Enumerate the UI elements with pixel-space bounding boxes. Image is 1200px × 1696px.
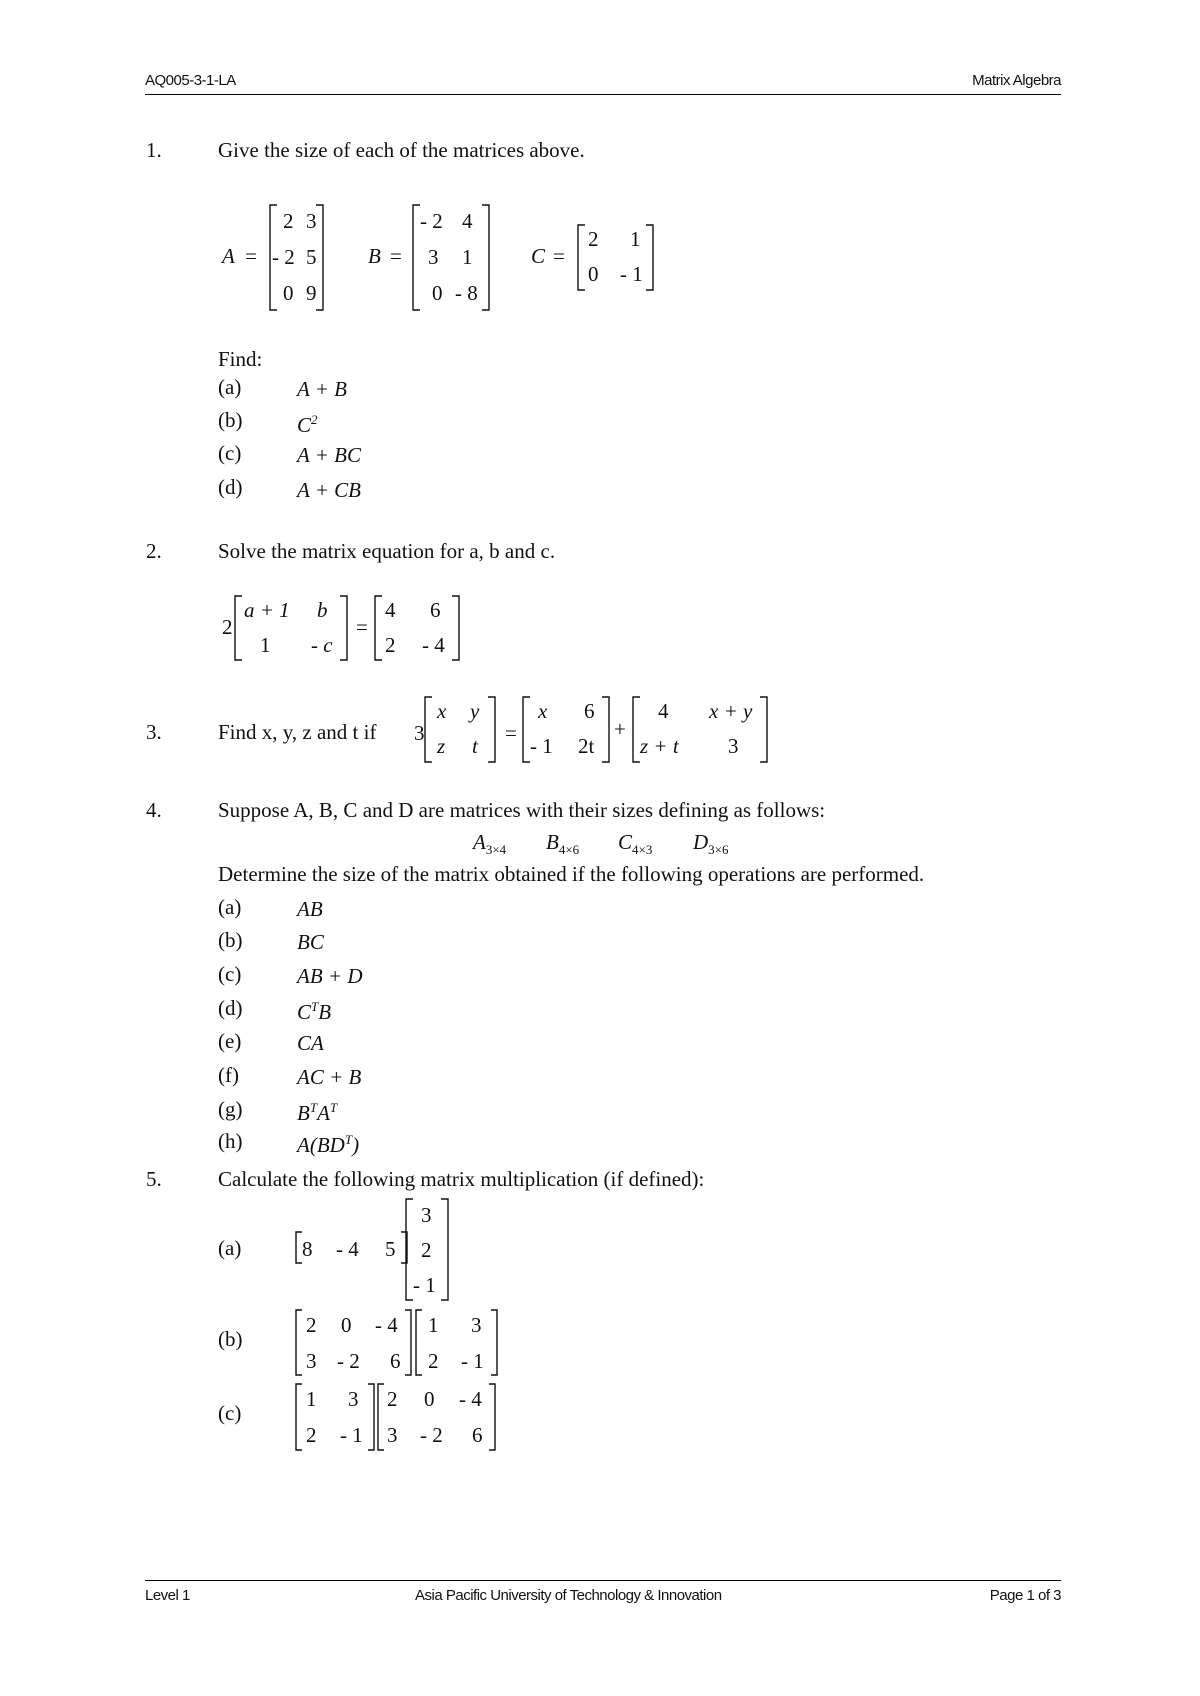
level-label: Level 1 (145, 1587, 190, 1604)
q5-part-label: (c) (218, 1401, 242, 1425)
q4-part-expr: CA (297, 1031, 324, 1055)
q4-part-label: (g) (218, 1097, 243, 1121)
q3-m3-cell: 4 (658, 699, 669, 723)
q5a-right-cell: 2 (421, 1238, 432, 1262)
q5-text: Calculate the following matrix multiplication (if defined): (218, 1167, 705, 1191)
q5a-left-cell: - 4 (336, 1237, 359, 1261)
q4-part-label: (c) (218, 962, 242, 986)
matrix-C-cell: - 1 (620, 262, 643, 286)
q2-lhs-cell: b (317, 598, 328, 622)
q2-rhs-cell: - 4 (422, 633, 445, 657)
q5c-left-cell: - 1 (340, 1423, 363, 1447)
matrix-A-cell: 5 (306, 245, 316, 269)
q4-part-expr: $C^TB$ (297, 999, 332, 1024)
q5a-right-cell: - 1 (413, 1273, 436, 1297)
svg-text:=: = (553, 244, 565, 268)
q5b-left-cell: 3 (306, 1349, 317, 1373)
q1-text: Give the size of each of the matrices above. (218, 138, 585, 162)
q4-part-label: (b) (218, 928, 243, 952)
q4-part-expr: AC + B (297, 1065, 362, 1089)
matrix-B-cell: 4 (462, 209, 473, 233)
q1-part-label: (b) (218, 408, 243, 432)
q5a-left-cell: 5 (385, 1237, 396, 1261)
q2-lhs-cell: 1 (260, 633, 271, 657)
q4-size-B: $B_{4\times 6}$ (546, 830, 580, 858)
q3-m2-cell: - 1 (530, 734, 553, 758)
q1-part-expr: $C^2$ (297, 412, 318, 437)
q5c-left-cell: 3 (348, 1387, 359, 1411)
q1-part-expr: A + BC (297, 443, 361, 467)
q5b-left-cell: 2 (306, 1313, 317, 1337)
q3-m2-cell: x (538, 699, 548, 723)
matrix-C-cell: 0 (588, 262, 599, 286)
q5a-left-cell: 8 (302, 1237, 313, 1261)
q3-m3-cell: 3 (728, 734, 739, 758)
q5c-right-cell: - 2 (420, 1423, 443, 1447)
q5-part-label: (a) (218, 1236, 242, 1260)
q4-text2: Determine the size of the matrix obtained if the following operations are performed. (218, 862, 925, 886)
matrix-B-name: B (368, 244, 381, 268)
q3-m1-cell: y (470, 699, 480, 723)
q3-m1-cell: z (437, 734, 446, 758)
svg-text:+: + (614, 717, 626, 741)
matrix-B-cell: - 8 (455, 281, 478, 305)
q1-find: Find: (218, 347, 263, 371)
matrix-B-cell: 0 (432, 281, 443, 305)
q5a-right-cell: 3 (421, 1203, 432, 1227)
q5b-right-cell: 3 (471, 1313, 482, 1337)
q4-number: 4. (146, 798, 162, 822)
q4-part-expr: $A(BD^T)$ (297, 1132, 360, 1157)
q3-m1-cell: x (437, 699, 447, 723)
q1-part-expr: A + B (297, 377, 347, 401)
university-name: Asia Pacific University of Technology & Innovation (415, 1587, 722, 1604)
q1-part-expr: A + CB (297, 478, 361, 502)
q4-part-expr: $B^TA^T$ (297, 1100, 338, 1125)
q5b-left-cell: - 2 (337, 1349, 360, 1373)
matrix-A-cell: 0 (283, 281, 294, 305)
q2-lhs-cell: a + 1 (244, 598, 290, 622)
matrix-A-cell: 2 (283, 209, 294, 233)
q4-part-label: (e) (218, 1029, 242, 1053)
matrix-A-name: A (222, 244, 235, 268)
q5c-right-cell: 2 (387, 1387, 398, 1411)
q4-part-expr: BC (297, 930, 324, 954)
q4-part-label: (a) (218, 895, 242, 919)
q4-part-expr: AB (297, 897, 323, 921)
q3-m2-cell: 2t (578, 734, 595, 758)
q4-size-D: $D_{3\times 6}$ (693, 830, 729, 858)
q3-m2-cell: 6 (584, 699, 595, 723)
q5b-left-cell: 6 (390, 1349, 401, 1373)
q1-number: 1. (146, 138, 162, 162)
q2-rhs-cell: 4 (385, 598, 396, 622)
q5b-right-cell: 1 (428, 1313, 439, 1337)
q4-part-expr: AB + D (297, 964, 363, 988)
q2-lhs-cell: - c (311, 633, 333, 657)
q5b-right-cell: 2 (428, 1349, 439, 1373)
q4-part-label: (h) (218, 1129, 243, 1153)
q1-part-label: (d) (218, 475, 243, 499)
q3-m3-cell: x + y (709, 699, 753, 723)
q2-scalar: 2 (222, 615, 233, 639)
q4-part-label: (f) (218, 1063, 239, 1087)
matrix-A-cell: 3 (306, 209, 317, 233)
q5-part-label: (b) (218, 1327, 243, 1351)
q5c-left-cell: 2 (306, 1423, 317, 1447)
course-code: AQ005-3-1-LA (145, 72, 236, 89)
q1-part-label: (c) (218, 441, 242, 465)
q5c-right-cell: 6 (472, 1423, 483, 1447)
matrix-B-cell: 1 (462, 245, 473, 269)
q5b-right-cell: - 1 (461, 1349, 484, 1373)
page-number: Page 1 of 3 (989, 1587, 1061, 1604)
matrix-A-cell: - 2 (272, 245, 295, 269)
matrix-B-cell: 3 (428, 245, 439, 269)
q2-number: 2. (146, 539, 162, 563)
svg-text:=: = (245, 244, 257, 268)
page-footer (145, 1580, 1061, 1607)
q2-text: Solve the matrix equation for a, b and c. (218, 539, 556, 563)
matrix-A-cell: 9 (306, 281, 317, 305)
q3-text: Find x, y, z and t if (218, 720, 377, 744)
q5-number: 5. (146, 1167, 162, 1191)
matrix-C-cell: 1 (630, 227, 641, 251)
q5c-right-cell: 3 (387, 1423, 398, 1447)
subject-title: Matrix Algebra (972, 72, 1061, 89)
matrix-C-name: C (531, 244, 546, 268)
q3-number: 3. (146, 720, 162, 744)
q5b-left-cell: - 4 (375, 1313, 398, 1337)
q4-part-label: (d) (218, 996, 243, 1020)
svg-text:=: = (356, 615, 368, 639)
q5c-right-cell: 0 (424, 1387, 435, 1411)
svg-text:=: = (505, 721, 517, 745)
q3-scalar: 3 (414, 721, 425, 745)
q5c-right-cell: - 4 (459, 1387, 482, 1411)
q3-m3-cell: z + t (640, 734, 679, 758)
q1-part-label: (a) (218, 375, 242, 399)
svg-text:=: = (390, 244, 402, 268)
q4-size-C: $C_{4\times 3}$ (618, 830, 653, 858)
q3-m1-cell: t (472, 734, 478, 758)
q5c-left-cell: 1 (306, 1387, 317, 1411)
q4-size-A: $A_{3\times 4}$ (473, 830, 507, 858)
q2-rhs-cell: 2 (385, 633, 396, 657)
matrix-C-cell: 2 (588, 227, 599, 251)
matrix-B-cell: - 2 (420, 209, 443, 233)
q5b-left-cell: 0 (341, 1313, 352, 1337)
q4-text: Suppose A, B, C and D are matrices with their sizes defining as follows: (218, 798, 826, 822)
q2-rhs-cell: 6 (430, 598, 441, 622)
